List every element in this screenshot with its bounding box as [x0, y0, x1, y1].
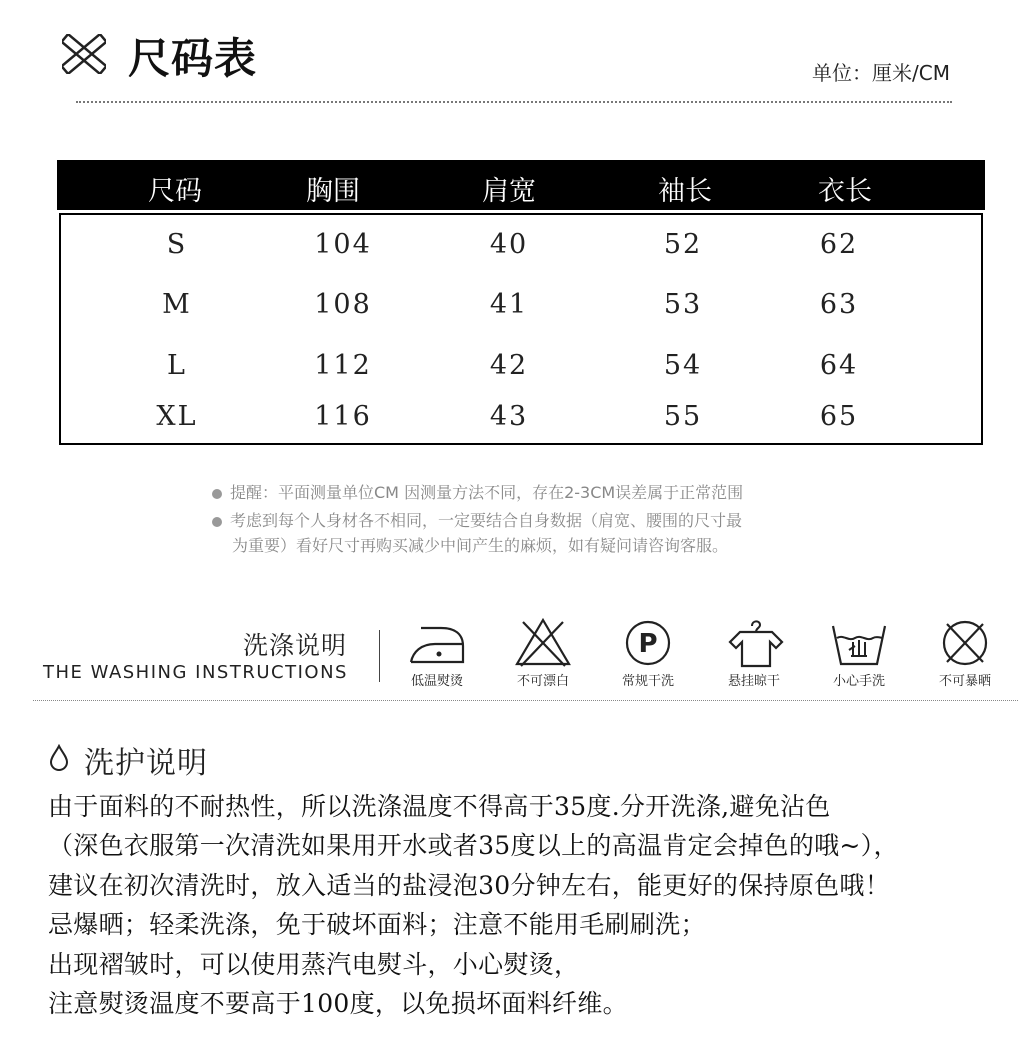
table-cell: 65 [819, 401, 859, 432]
wash-item-handwash [817, 616, 901, 689]
size-table-header [57, 160, 985, 210]
table-cell: XL [156, 401, 198, 432]
water-drop-icon [48, 744, 70, 772]
table-cell: 53 [663, 289, 703, 320]
column-header-shoulder: 肩宽 [482, 176, 536, 207]
separator [379, 630, 380, 682]
bullet-icon [212, 517, 222, 527]
note-text: 考虑到每个人身材各不相同，一定要结合自身数据（肩宽、腰围的尺寸最 [230, 511, 743, 530]
table-cell: 42 [489, 350, 529, 381]
column-header-sleeve: 袖长 [658, 176, 712, 207]
table-cell: 41 [489, 289, 529, 320]
wash-item-iron [395, 616, 479, 689]
dry-clean-p-icon [616, 616, 680, 668]
svg-text:P: P [638, 629, 658, 659]
note-text: 提醒：平面测量单位CM 因测量方法不同，存在2-3CM误差属于正常范围 [230, 483, 744, 502]
washing-subtitle: THE WASHING INSTRUCTIONS [43, 662, 348, 683]
divider [33, 700, 1018, 701]
wash-label: 不可漂白 [516, 674, 569, 689]
care-line: 忌爆晒；轻柔洗涤，免于破坏面料；注意不能用毛刷刷洗； [48, 910, 706, 939]
care-line: 建议在初次清洗时，放入适当的盐浸泡30分钟左右，能更好的保持原色哦！ [48, 871, 891, 900]
no-sun-icon [933, 616, 997, 668]
table-cell: 64 [819, 350, 859, 381]
table-cell: 55 [663, 401, 703, 432]
wash-item-dryclean [606, 616, 690, 689]
table-cell: 104 [314, 229, 372, 260]
bullet-icon [212, 489, 222, 499]
column-header-chest: 胸围 [306, 176, 360, 207]
page-title: 尺码表 [128, 34, 258, 83]
wash-label: 悬挂晾干 [727, 674, 780, 689]
care-line: 由于面料的不耐热性，所以洗涤温度不得高于35度.分开洗涤,避免沾色 [48, 792, 831, 821]
column-header-size: 尺码 [148, 176, 202, 207]
table-cell: 43 [489, 401, 529, 432]
ruler-scissors-icon [62, 34, 106, 74]
measurement-note [212, 480, 743, 505]
care-line: （深色衣服第一次清洗如果用开水或者35度以上的高温肯定会掉色的哦~）， [48, 831, 899, 860]
table-cell: 52 [663, 229, 703, 260]
table-row [61, 401, 981, 451]
washing-title: 洗涤说明 [243, 631, 348, 660]
table-row [61, 289, 981, 339]
table-row [61, 229, 981, 279]
table-cell: M [162, 289, 192, 320]
column-header-length: 衣长 [818, 176, 872, 207]
no-bleach-icon [511, 616, 575, 668]
table-cell: S [166, 229, 188, 260]
table-cell: 63 [819, 289, 859, 320]
wash-label: 低温熨烫 [410, 674, 463, 689]
fit-note [212, 508, 742, 533]
wash-label: 小心手洗 [832, 674, 885, 689]
wash-item-bleach [501, 616, 585, 689]
table-cell: L [167, 350, 187, 381]
wash-item-hang [712, 616, 796, 689]
iron-low-icon [405, 616, 469, 668]
hang-dry-icon [722, 616, 786, 668]
table-cell: 40 [489, 229, 529, 260]
table-cell: 112 [314, 350, 372, 381]
hand-wash-icon [827, 616, 891, 668]
table-cell: 116 [314, 401, 372, 432]
table-cell: 54 [663, 350, 703, 381]
table-cell: 62 [819, 229, 859, 260]
size-table-body [59, 213, 983, 445]
care-line: 注意熨烫温度不要高于100度，以免损坏面料纤维。 [48, 989, 628, 1018]
care-line: 出现褶皱时，可以使用蒸汽电熨斗，小心熨烫， [48, 950, 580, 979]
fit-note-continued: 为重要）看好尺寸再购买减少中间产生的麻烦，如有疑问请咨询客服。 [232, 536, 729, 555]
unit-label: 单位：厘米/CM [812, 61, 950, 85]
wash-label: 常规干洗 [621, 674, 674, 689]
divider [76, 101, 952, 103]
table-cell: 108 [314, 289, 372, 320]
wash-label: 不可暴晒 [938, 674, 991, 689]
care-title: 洗护说明 [84, 746, 208, 781]
table-row [61, 350, 981, 400]
wash-item-sun [923, 616, 1007, 689]
